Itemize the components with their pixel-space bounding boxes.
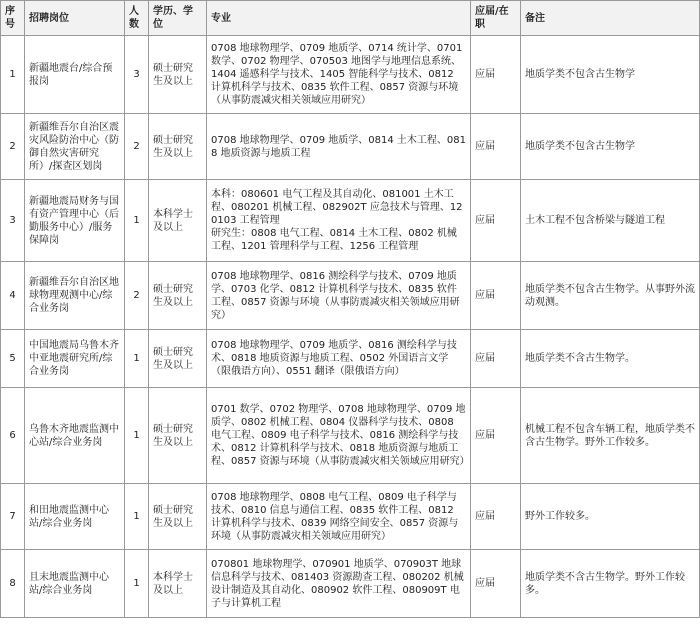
header-note: 备注 bbox=[521, 1, 700, 36]
row-count: 1 bbox=[125, 550, 149, 618]
row-education: 硕士研究生及以上 bbox=[149, 388, 207, 484]
row-position: 新疆地震局财务与国有资产管理中心（后勤服务中心）/服务保障岗 bbox=[25, 180, 125, 262]
row-major: 070801 地球物理学、070901 地质学、070903T 地球信息科学与技术、081403 资源勘查工程、080202 机械设计制造及其自动化、080902 软件工程、080909T 电子与计算机工程 bbox=[207, 550, 471, 618]
row-count: 2 bbox=[125, 262, 149, 330]
row-major: 本科：080601 电气工程及其自动化、081001 土木工程、080201 机械工程、082902T 应急技术与管理、120103 工程管理 研究生：0808 电气工程、0814 土木工程、0802 机械工程、1201 管理科学与工程、1256 工程管理 bbox=[207, 180, 471, 262]
row-education: 本科学士及以上 bbox=[149, 550, 207, 618]
header-no: 序号 bbox=[1, 1, 25, 36]
row-position: 新疆地震台/综合预报岗 bbox=[25, 36, 125, 114]
row-education: 硕士研究生及以上 bbox=[149, 484, 207, 550]
row-status: 应届 bbox=[471, 484, 521, 550]
row-note: 地质学类不包含古生物学。从事野外流动观测。 bbox=[521, 262, 700, 330]
row-note: 地质学类不含古生物学。野外工作较多。 bbox=[521, 550, 700, 618]
row-no: 7 bbox=[1, 484, 25, 550]
row-no: 2 bbox=[1, 114, 25, 180]
table-row bbox=[1, 550, 700, 618]
table-row bbox=[1, 262, 700, 330]
row-count: 3 bbox=[125, 36, 149, 114]
row-position: 中国地震局乌鲁木齐中亚地震研究所/综合业务岗 bbox=[25, 330, 125, 388]
row-status: 应届 bbox=[471, 388, 521, 484]
row-count: 1 bbox=[125, 484, 149, 550]
table-header-row bbox=[1, 1, 700, 36]
row-education: 硕士研究生及以上 bbox=[149, 262, 207, 330]
row-position: 新疆维吾尔自治区地球物理观测中心/综合业务岗 bbox=[25, 262, 125, 330]
table-row bbox=[1, 180, 700, 262]
row-education: 硕士研究生及以上 bbox=[149, 36, 207, 114]
table-row bbox=[1, 114, 700, 180]
row-major: 0701 数学、0702 物理学、0708 地球物理学、0709 地质学、0802 机械工程、0804 仪器科学与技术、0808 电气工程、0809 电子科学与技术、0816 测绘科学与技术、0812 计算机科学与技术、0818 地质资源与地质工程、0857 资源与环境（从事防震减灾相关领域应用研究） bbox=[207, 388, 471, 484]
header-status: 应届/在职 bbox=[471, 1, 521, 36]
row-note: 野外工作较多。 bbox=[521, 484, 700, 550]
row-note: 地质学类不包含古生物学 bbox=[521, 36, 700, 114]
row-major: 0708 地球物理学、0808 电气工程、0809 电子科学与技术、0810 信息与通信工程、0835 软件工程、0812 计算机科学与技术、0839 网络空间安全、0857 资源与环境（从事防震减灾相关领域应用研究） bbox=[207, 484, 471, 550]
row-major: 0708 地球物理学、0709 地质学、0814 土木工程、0818 地质资源与地质工程 bbox=[207, 114, 471, 180]
row-note: 机械工程不包含车辆工程，地质学类不含古生物学。野外工作较多。 bbox=[521, 388, 700, 484]
table-row bbox=[1, 36, 700, 114]
row-position: 且末地震监测中心站/综合业务岗 bbox=[25, 550, 125, 618]
row-position: 新疆维吾尔自治区震灾风险防治中心（防御自然灾害研究所）/探查区划岗 bbox=[25, 114, 125, 180]
table-row bbox=[1, 330, 700, 388]
row-position: 和田地震监测中心站/综合业务岗 bbox=[25, 484, 125, 550]
row-status: 应届 bbox=[471, 36, 521, 114]
header-count: 人数 bbox=[125, 1, 149, 36]
header-position: 招聘岗位 bbox=[25, 1, 125, 36]
row-major: 0708 地球物理学、0709 地质学、0816 测绘科学与技术、0818 地质资源与地质工程、0502 外国语言文学（限俄语方向）、0551 翻译（限俄语方向） bbox=[207, 330, 471, 388]
row-no: 6 bbox=[1, 388, 25, 484]
row-status: 应届 bbox=[471, 330, 521, 388]
header-major: 专业 bbox=[207, 1, 471, 36]
row-note: 土木工程不包含桥梁与隧道工程 bbox=[521, 180, 700, 262]
table-row bbox=[1, 388, 700, 484]
row-education: 硕士研究生及以上 bbox=[149, 330, 207, 388]
row-position: 乌鲁木齐地震监测中心站/综合业务岗 bbox=[25, 388, 125, 484]
row-status: 应届 bbox=[471, 262, 521, 330]
row-status: 应届 bbox=[471, 180, 521, 262]
row-no: 4 bbox=[1, 262, 25, 330]
row-count: 1 bbox=[125, 388, 149, 484]
row-note: 地质学类不含古生物学。 bbox=[521, 330, 700, 388]
table-row bbox=[1, 484, 700, 550]
row-education: 硕士研究生及以上 bbox=[149, 114, 207, 180]
row-no: 5 bbox=[1, 330, 25, 388]
row-count: 1 bbox=[125, 330, 149, 388]
header-education: 学历、学位 bbox=[149, 1, 207, 36]
row-count: 2 bbox=[125, 114, 149, 180]
row-count: 1 bbox=[125, 180, 149, 262]
row-note: 地质学类不包含古生物学 bbox=[521, 114, 700, 180]
row-no: 8 bbox=[1, 550, 25, 618]
row-status: 应届 bbox=[471, 114, 521, 180]
row-education: 本科学士及以上 bbox=[149, 180, 207, 262]
row-no: 3 bbox=[1, 180, 25, 262]
row-major: 0708 地球物理学、0709 地质学、0714 统计学、0701 数学、0702 物理学、070503 地图学与地理信息系统、1404 遥感科学与技术、1405 智能科学与技术、0812 计算机科学与技术、0835 软件工程、0857 资源与环境（从事防震减灾相关领域应用研究） bbox=[207, 36, 471, 114]
row-status: 应届 bbox=[471, 550, 521, 618]
row-major: 0708 地球物理学、0816 测绘科学与技术、0709 地质学、0703 化学、0812 计算机科学与技术、0835 软件工程、0857 资源与环境（从事防震减灾相关领域应用研究） bbox=[207, 262, 471, 330]
row-no: 1 bbox=[1, 36, 25, 114]
